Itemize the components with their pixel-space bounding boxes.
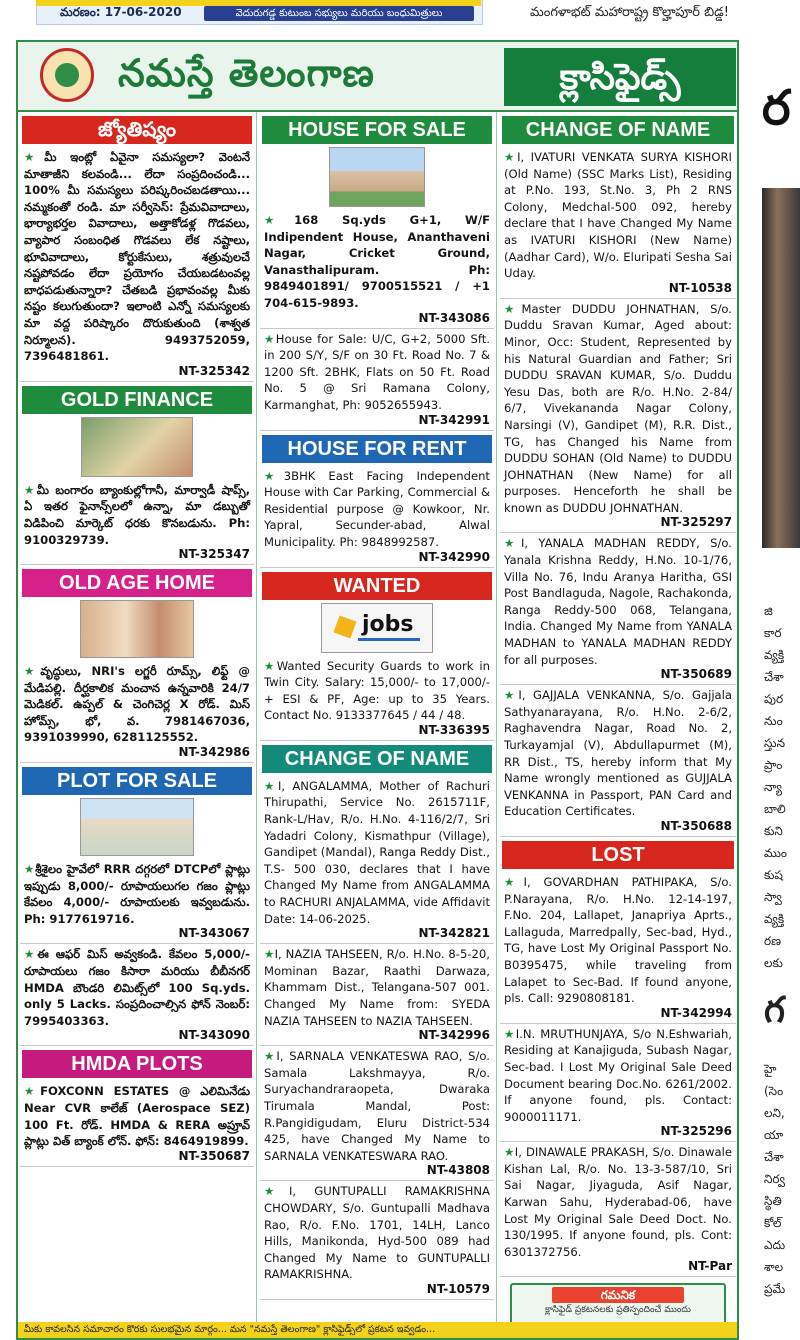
- plot-image: [80, 798, 194, 856]
- star-icon: ★: [24, 1084, 41, 1099]
- classified-ad: [20, 1081, 254, 1166]
- star-icon: ★: [24, 482, 37, 497]
- ad-ref: NT-350687: [178, 1148, 250, 1163]
- news-headline-fragment: మంగళాభట్ మహారాష్ట్ర కొల్హాపూర్ బిడ్డ!: [530, 5, 729, 20]
- article-line: చేశా: [764, 1150, 784, 1164]
- ad-text: మీ బంగారం బ్యాంకుల్లోగానీ, మార్వాడీ షాప్స్, ఏ ఇతర ఫైనాన్స్‌లలో ఉన్నా, మా డబ్బుతో విడిపించి మార్కెట్ ధరకు కొనబడును. Ph: 9100329739.: [24, 482, 250, 547]
- ad-text: I, IVATURI VENKATA SURYA KISHORI (Old Name) (SSC Marks List), Residing at P.No. 193, St.No. 3, Ph 2 RNS Colony, Medchal-500 092, hereby declare that I have Changed My Name as IVATURI KISHORI (New Name) (Aadhar Card), W/o. Eluripati Sesha Sai Uday.: [504, 150, 732, 281]
- classifieds-page: [16, 40, 739, 1340]
- ad-ref: NT-336395: [418, 722, 490, 737]
- article-line: నిర్వ: [764, 1172, 786, 1186]
- article-line: లకు: [764, 956, 783, 970]
- article-line: కార: [764, 626, 782, 640]
- article-line: వ్యక్తి: [764, 912, 785, 926]
- ad-ref: NT-Par: [688, 1259, 732, 1274]
- star-icon: ★: [504, 536, 521, 551]
- section-heading-astrology: జ్యోతిష్యం: [22, 116, 252, 144]
- classified-ad: [20, 147, 254, 382]
- notice-text: క్లాసిఫైడ్ ప్రకటనలకు ప్రతిస్పందించే ముందు: [545, 1305, 691, 1316]
- star-icon: ★: [264, 468, 284, 483]
- ad-text: శ్రీశైలం హైవేలో RRR దగ్గరలో DTCPలో ప్లాట్లు ఇప్పుడు 8,000/- రూపాయలుగల గజం ప్లాట్లు కేవలం 4,000/- రూపాయలకు ఇవ్వబడును. Ph: 9177619716.: [24, 862, 250, 926]
- jobs-image: [321, 603, 433, 653]
- section-heading-plot-for-sale: PLOT FOR SALE: [22, 767, 252, 795]
- section-heading-gold-finance: GOLD FINANCE: [22, 386, 252, 414]
- ad-ref: NT-342986: [178, 745, 250, 760]
- classified-ad: [500, 147, 736, 299]
- column-2: [260, 112, 494, 1338]
- article-line: లని,: [764, 1106, 785, 1120]
- section-heading-lost: LOST: [502, 841, 734, 869]
- article-line: న్యా: [764, 780, 782, 794]
- jobs-label: jobs: [362, 611, 414, 637]
- ad-ref: NT-43808: [426, 1163, 490, 1178]
- ad-text: 3BHK East Facing Independent House with Car Parking, Commercial & Residential purpose @ Kowkoor, Nr. Yapral, Secunder-abad, Alwal Municipality. Ph: 9848992587.: [264, 468, 490, 549]
- article-line: జి: [764, 604, 773, 618]
- article-line: ప్రమే: [764, 1282, 786, 1296]
- star-icon: ★: [504, 150, 518, 164]
- ad-ref: NT-10579: [426, 1281, 490, 1296]
- star-icon: ★: [504, 688, 519, 703]
- section-heading-change-of-name: CHANGE OF NAME: [262, 745, 492, 773]
- classified-ad: [500, 872, 736, 1024]
- star-icon: ★: [264, 658, 277, 673]
- ad-text: I, GUNTUPALLI RAMAKRISHNA CHOWDARY, S/o. Guntupalli Madhava Rao, R/o. F.No. 1701, 14LH, Lanco Hills, Manikonda, Hyd-500 089 had Changed My Name to GUNTUPALLI RAMAKRISHNA.: [264, 1184, 490, 1282]
- classified-ad: [20, 859, 254, 944]
- brand-title: నమస్తే తెలంగాణ: [118, 50, 375, 95]
- section-heading-wanted: WANTED: [262, 572, 492, 600]
- ad-text: I, NAZIA TAHSEEN, R/o. H.No. 8-5-20, Mominan Bazar, Raathi Darwaza, Khammam Dist., Telangana-507 001. Changed My Name from: SYEDA NAZIA TAHSEEN to NAZIA TAHSEEN.: [264, 947, 490, 1028]
- gold-finance-image: [81, 417, 193, 477]
- ad-text: House for Sale: U/C, G+2, 5000 Sft. in 200 S/Y, S/F on 30 Ft. Road No. 7 & 1200 Sft. 2BHK, Flats on 50 Ft. Road No. 5 @ Sri Ramana Colony, Karmanghat, Ph: 9052655943.: [264, 331, 490, 412]
- notice-heading: గమనిక: [552, 1287, 684, 1303]
- classified-ad: [260, 1046, 494, 1181]
- classified-ad: [260, 656, 494, 741]
- article-line: పుర: [764, 692, 784, 706]
- article-line: ముం: [764, 846, 787, 860]
- ad-ref: NT-350689: [660, 667, 732, 682]
- star-icon: ★: [264, 1184, 289, 1199]
- article-photo: [762, 188, 800, 548]
- star-icon: ★: [504, 1026, 516, 1041]
- star-icon: ★: [504, 1145, 515, 1160]
- classified-ad: [500, 299, 736, 534]
- ad-text: 168 Sq.yds G+1, W/F Indipendent House, Ananthaveni Nagar, Cricket Ground, Vanasthalipuram. Ph: 9849401891/ 9700515521 / +1 704-615-9893.: [264, 213, 490, 310]
- star-icon: ★: [24, 150, 45, 164]
- article-line: నుం: [764, 714, 783, 728]
- article-line: చేశా: [764, 670, 784, 684]
- ad-text: Wanted Security Guards to work in Twin City. Salary: 15,000/- to 17,000/- + ESI & PF, Age: up to 35 Years. Contact No. 9133377645 / 44 / 48.: [264, 658, 490, 723]
- article-line: స్తున: [764, 736, 786, 750]
- obituary-date: మరణం: 17-06-2020: [60, 5, 182, 19]
- ad-text: I, GOVARDHAN PATHIPAKA, S/o. P.Narayana, R/o. H.No. 12-14-197, F.No. 204, Lallapet, Janapriya Aprts., Lallaguda, Marredpally, Sec-bad, Hyd., TG, have Lost My Original Passport No. B0395475, while traveling from Lalapet to Sec-Bad. If found anyone, pls. Call: 9290808181.: [504, 874, 732, 1006]
- article-line: స్థితి: [764, 1194, 782, 1208]
- column-divider: [256, 112, 257, 1338]
- column-1: [20, 112, 254, 1338]
- article-line: ప్రాం: [764, 758, 783, 772]
- article-line: హై: [764, 1062, 777, 1076]
- section-title: క్లాసిఫైడ్స్: [504, 48, 736, 106]
- star-icon: ★: [264, 778, 278, 793]
- classified-ad: [20, 480, 254, 565]
- ad-text: I.N. MRUTHUNJAYA, S/o N.Eshwariah, Residing at Kanajiguda, Subash Nagar, Sec-bad. I Lost My Original Sale Deed Document bearing Doc.No. 6261/2002. If anyone found, pls. Contact: 9000011171.: [504, 1026, 732, 1124]
- notice-box: [510, 1283, 726, 1327]
- ad-text: I, GAJJALA VENKANNA, S/o. Gajjala Sathyanarayana, R/o. H.No. 2-6/2, Raghavendra Nagar, Road No. 2, Turkayamjal (V), Abdullapurmet (M), RR Dist., TS, hereby inform that My Name wrongly mentioned as GUJJALA VENKANNA in Passport, PAN Card and Education Certificates.: [504, 688, 732, 819]
- ad-ref: NT-342994: [660, 1005, 732, 1020]
- article-headline-fragment: గ: [764, 990, 785, 1031]
- classified-ad: [260, 944, 494, 1046]
- article-line: ఎదు: [764, 1238, 786, 1252]
- classified-ad: [260, 1181, 494, 1300]
- article-line: (సెం: [764, 1084, 784, 1098]
- ad-ref: NT-343090: [178, 1028, 250, 1043]
- old-age-home-image: [80, 600, 194, 658]
- article-line: వ్యక్తి: [764, 648, 785, 662]
- article-line: కోల్: [764, 1216, 782, 1230]
- obituary-banner: వెదురుగడ్డ కుటుంబ సభ్యులు మరియు బంధుమిత్రులు: [204, 6, 474, 21]
- article-line: యా: [764, 1128, 784, 1142]
- top-strip: [0, 0, 800, 30]
- ad-ref: NT-350688: [660, 818, 732, 833]
- bottom-banner: మీకు కావలసిన సమాచారం కొరకు సులభమైన మార్గం... మన "నమస్తే తెలంగాణ" క్లాసిఫైడ్స్‌లో ప్రకటన ఇవ్వడం...: [18, 1322, 737, 1338]
- ad-ref: NT-343086: [418, 310, 490, 325]
- ad-text: I, SARNALA VENKATESWA RAO, S/o. Samala Lakshmayya, R/o. Suryachandraraopeta, Dwaraka Tirumala Mandal, Post: R.Pangidigudam, Eluru District-534 425, have Changed My Name to SARNALA VENKATESWARA RAO.: [264, 1049, 490, 1163]
- section-heading-old-age-home: OLD AGE HOME: [22, 569, 252, 597]
- article-line: కుష: [764, 868, 783, 882]
- classified-ad: [260, 210, 494, 329]
- ad-text: Master DUDDU JOHNATHAN, S/o. Duddu Sravan Kumar, Aged about: Minor, Occ: Student, Represented by his Natural Guardian and Father; Sri DUDDU SRAVAN KUMAR, S/o. Duddu Yesu Das, both are R/o. H.No. 2-84/ 6/7, Vivekananda Nagar Colony, Narsingi (V), Gandipet (M), R.R. Dist., TG, has Changed his Name from DUDDU SOHAN (Old Name) to DUDDU JOHNATHAN (New Name) for all purposes. Henceforth he shall be known as DUDDU JOHNATHAN.: [504, 301, 732, 515]
- star-icon: ★: [264, 947, 275, 962]
- classified-ad: [260, 329, 494, 431]
- ad-ref: NT-342996: [418, 1028, 490, 1043]
- classified-ad: [260, 466, 494, 568]
- house-image: [329, 147, 425, 207]
- ad-ref: NT-325296: [660, 1124, 732, 1139]
- column-divider: [496, 112, 497, 1338]
- ad-text: మీ ఇంట్లో ఏవైనా సమస్యలా? వెంటనే మాతాజీని కలవండి... లేదా సంప్రదించండి... 100% మీ సమస్యలు పరిష్కరించబడతాయి... నమ్మకంతో రండి. మా సర్వీసెస్: ప్రేమవివాదాలు, భార్యాభర్తల వివాదాలు, అత్తాకోడళ్ల గొడవలు, వ్యాపార సంబంధిత గొడవలు లేక నష్టాలు, భూవివాదాలు, కోర్టుకేసులు, శత్రువులచే నష్టపోవడం లేదా ప్రయోగం చేయబడటంవల్ల బాధపడుతున్నారా? చేతబడి ప్రభావంవల్ల మీకు నష్టం కలుగుతుందా? ఇలాంటి ఎన్నో సమస్యలకు మా వద్ద పరిష్కారం దొరుకుతుంది (శాశ్వత నిర్మూలన). 9493752059, 7396481861.: [24, 150, 250, 364]
- star-icon: ★: [504, 874, 524, 889]
- classifieds-header: [18, 42, 737, 112]
- section-heading-change-of-name: CHANGE OF NAME: [502, 116, 734, 144]
- classified-ad: [20, 661, 254, 763]
- star-icon: ★: [264, 213, 295, 227]
- article-headline-fragment: ర: [762, 80, 791, 136]
- section-heading-hmda-plots: HMDA PLOTS: [22, 1050, 252, 1078]
- ad-ref: NT-325347: [178, 547, 250, 562]
- classified-ad: [20, 944, 254, 1046]
- classified-ad: [260, 776, 494, 944]
- ad-ref: NT-10538: [668, 280, 732, 295]
- column-3: [500, 112, 736, 1338]
- ad-text: ఈ ఆఫర్ మిస్ అవ్వకండి. కేవలం 5,000/- రూపాయలు గజం కిసారా మరియు బీబీనగర్ HMDA బౌండరి లిమిట్స్‌లో 100 Sq.yds. only 5 Lacks. సంప్రదించాల్సిన ఫోన్ నెంబర్: 7995403363.: [24, 947, 250, 1028]
- classified-ad: [500, 685, 736, 837]
- classified-ad: [500, 1142, 736, 1277]
- newspaper-logo-icon: [40, 48, 94, 102]
- star-icon: ★: [504, 301, 522, 316]
- star-icon: ★: [24, 947, 38, 962]
- article-line: స్వా: [764, 890, 782, 904]
- section-heading-house-for-rent: HOUSE FOR RENT: [262, 435, 492, 463]
- ad-text: FOXCONN ESTATES @ ఎలిమినేడు Near CVR కాలేజ్ (Aerospace SEZ) 100 Ft. రోడ్. HMDA & RERA అప్రూవ్ ప్లాట్లు విత్ బ్యాంక్ లోన్. ఫోన్: 8464919899.: [24, 1084, 250, 1149]
- ad-ref: NT-342991: [418, 412, 490, 427]
- article-line: కుని: [764, 824, 783, 838]
- ad-ref: NT-343067: [178, 926, 250, 941]
- classified-ad: [500, 533, 736, 685]
- classified-ad: [500, 1024, 736, 1143]
- star-icon: ★: [264, 331, 276, 346]
- article-line: బాలి: [764, 802, 786, 816]
- ad-ref: NT-325342: [178, 363, 250, 378]
- article-line: రణ: [764, 934, 782, 948]
- ad-ref: NT-342990: [418, 549, 490, 564]
- ad-ref: NT-342821: [418, 926, 490, 941]
- ad-text: వృద్ధులు, NRI's లగ్జరీ రూమ్స్, లిఫ్ట్ @ మేడిపల్లి. దీర్ఘకాలిక మంచాన ఉన్నవారికి 24/7 మెడికల్. ఉప్పల్ & చెంగిచెర్ల X రోడ్. మిస్ హోమ్స్, భో, వ. 7981467036, 9391039990, 6281125552.: [24, 664, 250, 745]
- ad-text: I, DINAWALE PRAKASH, S/o. Dinawale Kishan Lal, R/o. No. 13-3-587/10, Sri Sai Nagar, Jiyaguda, Asif Nagar, Karwan Sahu, Hyderabad-06, have Lost My Original Sale Deed Doct. No. 130/1995. If anyone found, pls. Cont: 6301372756.: [504, 1145, 732, 1259]
- ad-text: I, YANALA MADHAN REDDY, S/o. Yanala Krishna Reddy, H.No. 10-1/76, Villa No. 76, Indu Aranya Haritha, GSI Post Bandlaguda, Nagole, Rachakonda, Ranga Reddy-500 068, Telangana, India. Changed My Name from YANALA MADHAN to YANALA MADHAN REDDY for all purposes.: [504, 536, 732, 667]
- star-icon: ★: [24, 664, 41, 679]
- star-icon: ★: [264, 1049, 277, 1064]
- ad-text: I, ANGALAMMA, Mother of Rachuri Thirupathi, Service No. 2615711F, Rank-L/Hav, R/o. H.No. 4-116/2/7, Sri Yadadri Colony, Kismathpur (Village), Gandipet (Mandal), Ranga Reddy Dist., T.S- 500 030, declares that I have Changed My Name from ANGALAMMA to RACHURI ANJALAMMA, vide Affidavit Date: 14-06-2025.: [264, 778, 490, 926]
- star-icon: ★: [24, 862, 36, 877]
- section-heading-house-for-sale: HOUSE FOR SALE: [262, 116, 492, 144]
- ad-ref: NT-325297: [660, 515, 732, 530]
- article-line: శాల: [764, 1260, 784, 1274]
